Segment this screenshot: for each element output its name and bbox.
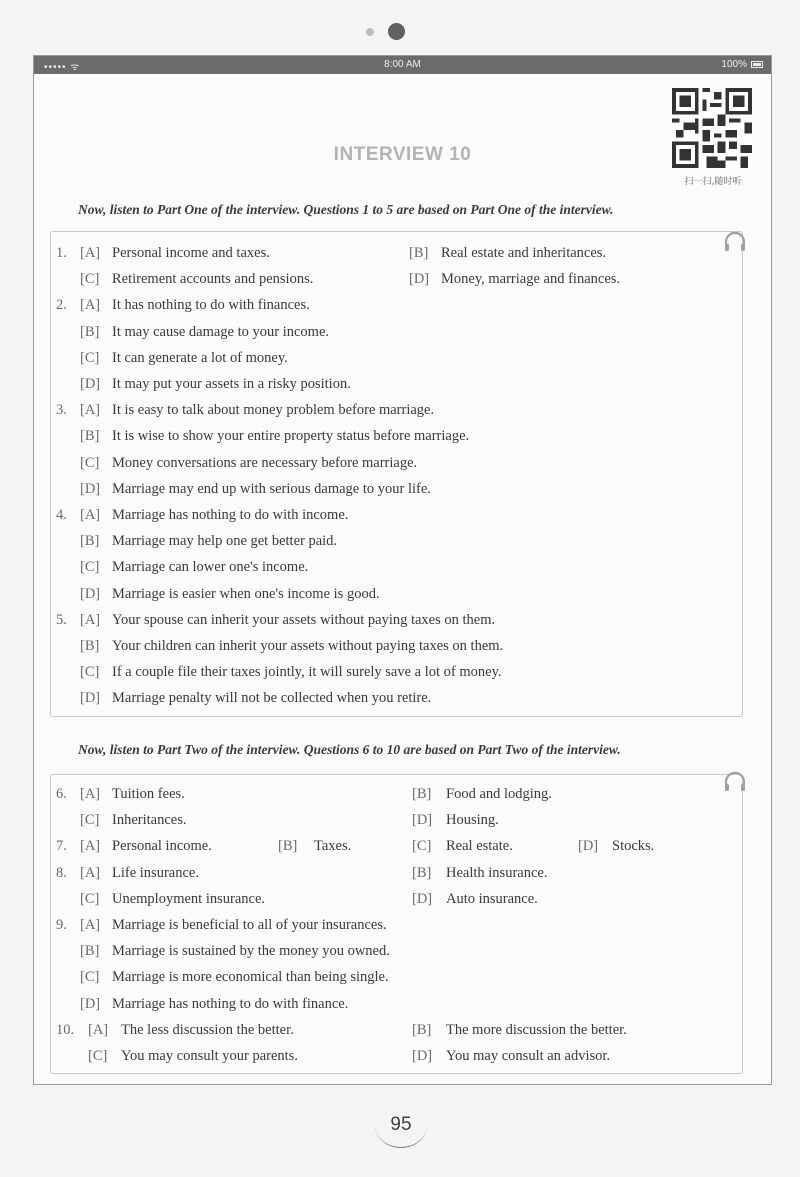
option-text[interactable]: Your children can inherit your assets without paying taxes on them. [112, 638, 504, 654]
option-text[interactable]: Marriage is more economical than being single. [112, 969, 389, 986]
option-text[interactable]: You may consult your parents. [121, 1048, 298, 1064]
option-text[interactable]: Marriage may end up with serious damage to your life. [112, 480, 431, 497]
option-text[interactable]: Marriage is sustained by the money you owned. [112, 943, 390, 960]
option-text[interactable]: Real estate and inheritances. [441, 245, 607, 261]
option-letter[interactable]: [C] [80, 559, 100, 576]
question-line [34, 991, 771, 1017]
option-letter[interactable]: [D] [412, 1048, 433, 1064]
option-text[interactable]: It may put your assets in a risky position. [112, 376, 351, 392]
page-number: 95 [375, 1103, 427, 1148]
option-letter[interactable]: [B] [278, 838, 298, 855]
option-text[interactable]: If a couple file their taxes jointly, it will surely save a lot of money. [112, 664, 502, 681]
question-line [34, 860, 771, 886]
option-text[interactable]: Stocks. [612, 838, 655, 855]
option-letter[interactable]: [C] [80, 812, 100, 829]
option-letter[interactable]: [D] [80, 480, 101, 497]
option-text[interactable]: Food and lodging. [446, 786, 552, 802]
option-letter[interactable]: [D] [409, 271, 430, 288]
question-line [34, 450, 771, 476]
question-line [34, 319, 771, 345]
question-line [34, 633, 771, 659]
option-letter[interactable]: [C] [80, 664, 100, 681]
option-letter[interactable]: [C] [80, 890, 100, 907]
option-text[interactable]: Marriage is easier when one's income is good. [112, 585, 380, 602]
option-text[interactable]: Marriage penalty will not be collected when you retire. [112, 690, 432, 707]
option-text[interactable]: Unemployment insurance. [112, 890, 266, 907]
option-text[interactable]: Taxes. [314, 838, 352, 855]
tablet-screen [33, 55, 772, 1085]
instruction-part-two: Now, listen to Part Two of the interview. Questions 6 to 10 are based on Part Two of the interview. [78, 742, 621, 757]
option-text[interactable]: Marriage has nothing to do with finance. [112, 995, 349, 1012]
option-letter[interactable]: [D] [80, 995, 101, 1012]
question-line [34, 371, 771, 397]
option-letter[interactable]: [D] [412, 890, 433, 907]
option-letter[interactable]: [B] [80, 323, 100, 340]
option-letter[interactable]: [A] [80, 507, 101, 523]
question-line [34, 266, 771, 292]
question-number: 5. [56, 611, 67, 628]
option-text[interactable]: It is easy to talk about money problem before marriage. [112, 402, 435, 419]
option-letter[interactable]: [A] [80, 786, 101, 802]
question-number: 9. [56, 917, 67, 933]
camera-lens [388, 23, 405, 40]
option-letter[interactable]: [A] [80, 402, 101, 419]
question-number: 2. [56, 297, 67, 314]
question-number: 4. [56, 507, 67, 523]
option-text[interactable]: The more discussion the better. [446, 1021, 627, 1038]
question-number: 1. [56, 245, 67, 261]
option-letter[interactable]: [D] [578, 838, 599, 855]
option-letter[interactable]: [C] [80, 349, 100, 366]
question-line [34, 292, 771, 318]
option-text[interactable]: Money, marriage and finances. [441, 271, 621, 288]
option-text[interactable]: Tuition fees. [112, 786, 185, 802]
option-text[interactable]: Marriage may help one get better paid. [112, 533, 338, 550]
question-number: 8. [56, 864, 67, 881]
question-line [34, 1043, 771, 1069]
question-line [34, 659, 771, 685]
option-letter[interactable]: [A] [80, 611, 101, 628]
battery-percent: 100% [721, 59, 747, 70]
qr-code-icon[interactable] [672, 88, 752, 168]
option-letter[interactable]: [B] [409, 245, 429, 261]
option-letter[interactable]: [A] [80, 917, 101, 933]
question-line [34, 476, 771, 502]
option-text[interactable]: Life insurance. [112, 864, 199, 881]
option-letter[interactable]: [B] [80, 943, 100, 960]
option-text[interactable]: Marriage is beneficial to all of your insurances. [112, 917, 387, 933]
option-text[interactable]: Your spouse can inherit your assets without paying taxes on them. [112, 611, 496, 628]
camera-sensor [366, 28, 374, 36]
page-title: INTERVIEW 10 [333, 144, 472, 165]
option-letter[interactable]: [C] [80, 271, 100, 288]
option-text[interactable]: Marriage has nothing to do with income. [112, 507, 349, 523]
question-line [34, 240, 771, 266]
option-text[interactable]: Real estate. [446, 838, 513, 855]
question-number: 10. [56, 1021, 75, 1038]
battery-icon [751, 61, 763, 68]
question-line [34, 528, 771, 554]
option-text[interactable]: Auto insurance. [446, 890, 538, 907]
option-letter[interactable]: [A] [80, 838, 101, 855]
question-line [34, 502, 771, 528]
option-letter[interactable]: [D] [412, 812, 433, 829]
qr-caption: 扫一扫,随时听 [684, 177, 742, 187]
option-letter[interactable]: [C] [412, 838, 432, 855]
question-line [34, 423, 771, 449]
option-letter[interactable]: [A] [80, 245, 101, 261]
question-line [34, 807, 771, 833]
option-letter[interactable]: [B] [412, 786, 432, 802]
question-line [34, 685, 771, 711]
question-line [34, 886, 771, 912]
question-line [34, 781, 771, 807]
question-line [34, 938, 771, 964]
question-line [34, 554, 771, 580]
option-text[interactable]: Personal income and taxes. [112, 245, 270, 261]
question-line [34, 912, 771, 938]
question-line [34, 964, 771, 990]
option-text[interactable]: Money conversations are necessary before marriage. [112, 454, 418, 471]
question-line [34, 1017, 771, 1043]
option-letter[interactable]: [C] [80, 454, 100, 471]
option-letter[interactable]: [A] [80, 297, 101, 314]
option-text[interactable]: It can generate a lot of money. [112, 349, 288, 366]
clock: 8:00 AM [384, 59, 421, 70]
option-text[interactable]: Retirement accounts and pensions. [112, 271, 314, 288]
option-letter[interactable]: [D] [80, 585, 101, 602]
option-letter[interactable]: [B] [80, 638, 100, 654]
question-line [34, 607, 771, 633]
option-text[interactable]: It is wise to show your entire property status before marriage. [112, 428, 470, 445]
question-line [34, 581, 771, 607]
question-line [34, 833, 771, 859]
option-letter[interactable]: [A] [88, 1021, 109, 1038]
option-letter[interactable]: [B] [412, 864, 432, 881]
question-number: 6. [56, 786, 67, 802]
option-text[interactable]: Housing. [446, 812, 499, 829]
question-number: 7. [56, 838, 67, 855]
option-letter[interactable]: [B] [80, 533, 100, 550]
question-line [34, 397, 771, 423]
option-text[interactable]: Personal income. [112, 838, 212, 855]
option-text[interactable]: The less discussion the better. [121, 1021, 294, 1038]
status-bar [34, 56, 771, 74]
signal-indicator: ••••• ᯤ [44, 62, 81, 73]
option-letter[interactable]: [B] [412, 1021, 432, 1038]
option-text[interactable]: Health insurance. [446, 864, 548, 881]
option-text[interactable]: It may cause damage to your income. [112, 323, 330, 340]
option-letter[interactable]: [B] [80, 428, 100, 445]
question-number: 3. [56, 402, 67, 419]
question-line [34, 345, 771, 371]
option-letter[interactable]: [D] [80, 376, 101, 392]
option-letter[interactable]: [C] [80, 969, 100, 986]
option-text[interactable]: Inheritances. [112, 812, 187, 829]
option-letter[interactable]: [D] [80, 690, 101, 707]
instruction-part-one: Now, listen to Part One of the interview. Questions 1 to 5 are based on Part One of the interview. [78, 202, 614, 217]
option-text[interactable]: It has nothing to do with finances. [112, 297, 310, 314]
option-text[interactable]: Marriage can lower one's income. [112, 559, 309, 576]
option-text[interactable]: You may consult an advisor. [446, 1048, 611, 1064]
option-letter[interactable]: [C] [88, 1048, 108, 1064]
option-letter[interactable]: [A] [80, 864, 101, 881]
